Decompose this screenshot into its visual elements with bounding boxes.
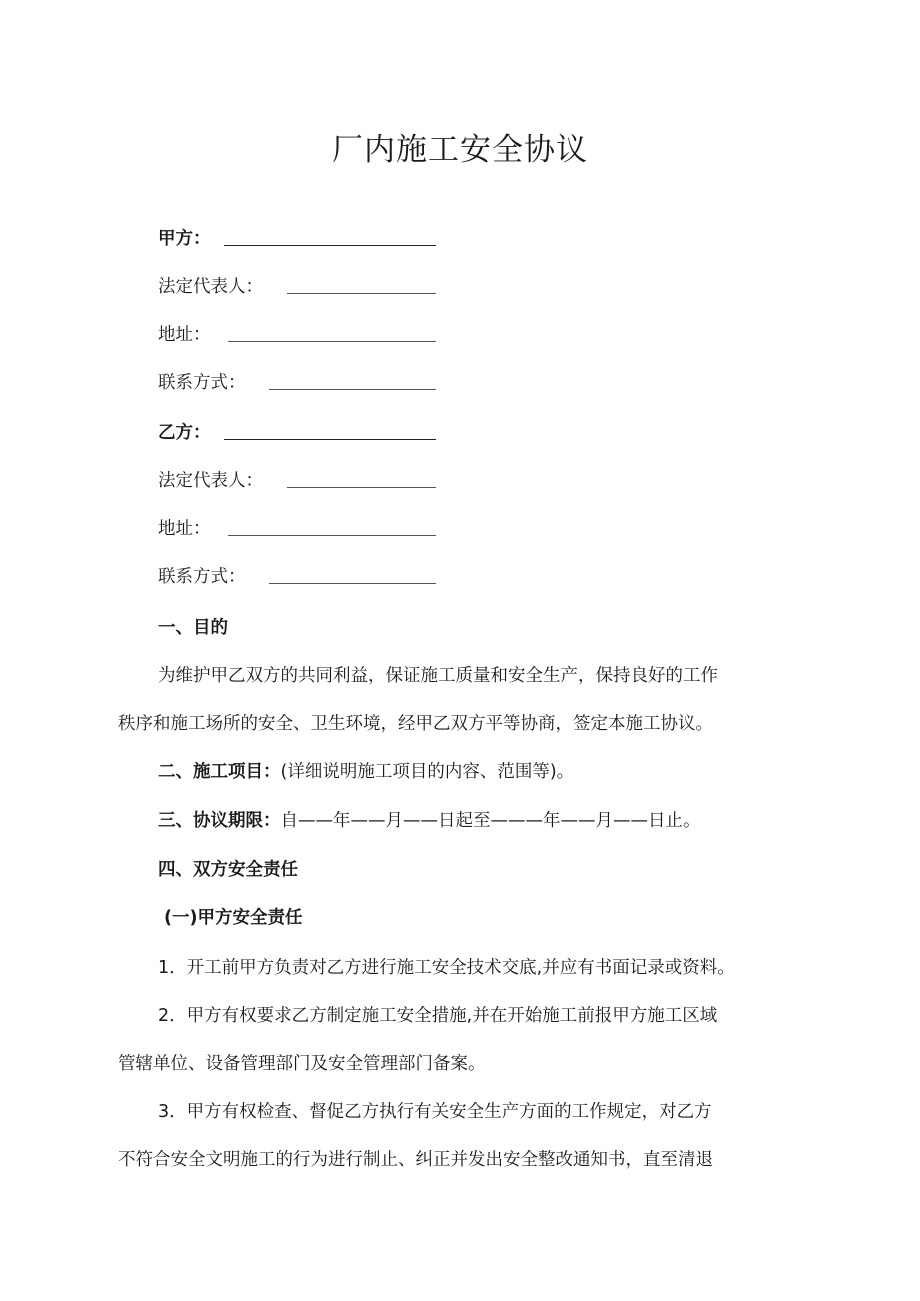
party-a-address-blank[interactable]: [228, 341, 436, 342]
item-2-line-2: 管辖单位、设备管理部门及安全管理部门备案。: [118, 1054, 486, 1074]
item-3-line-1: 3．甲方有权检查、督促乙方执行有关安全生产方面的工作规定，对乙方: [158, 1102, 712, 1122]
party-a-blank[interactable]: [224, 245, 436, 246]
party-a-contact-field: [158, 366, 246, 396]
party-b-contact-label: 联系方式：: [158, 567, 246, 587]
party-a-rep-label: 法定代表人：: [158, 277, 263, 297]
section-4-subheading: (一)甲方安全责任: [164, 908, 303, 928]
party-b-rep-field: [158, 464, 263, 494]
section-2-heading: 二、施工项目：: [158, 762, 281, 782]
section-4-heading: 四、双方安全责任: [158, 860, 298, 880]
party-a-address-field: [158, 318, 211, 348]
party-b-address-field: [158, 512, 211, 542]
party-b-field: [158, 416, 211, 446]
party-a-label: 甲方：: [158, 229, 211, 249]
item-3-line-2: 不符合安全文明施工的行为进行制止、纠正并发出安全整改通知书，直至清退: [118, 1150, 713, 1170]
item-2-line-1: 2．甲方有权要求乙方制定施工安全措施,并在开始施工前报甲方施工区域: [158, 1006, 718, 1026]
party-b-rep-blank[interactable]: [287, 487, 436, 488]
party-b-contact-field: [158, 560, 246, 590]
party-b-contact-blank[interactable]: [269, 583, 436, 584]
document-title: 厂内施工安全协议: [332, 132, 588, 168]
section-1-heading: 一、目的: [158, 618, 228, 638]
item-1: 1．开工前甲方负责对乙方进行施工安全技术交底,并应有书面记录或资料。: [158, 958, 735, 978]
section-3-heading: 三、协议期限：: [158, 811, 281, 831]
party-a-field: [158, 222, 211, 252]
section-2-text: (详细说明施工项目的内容、范围等)。: [280, 762, 575, 782]
section-2-line: [158, 758, 574, 786]
party-a-rep-field: [158, 270, 263, 300]
party-a-contact-blank[interactable]: [269, 389, 436, 390]
section-1-text-line-2: 秩序和施工场所的安全、卫生环境，经甲乙双方平等协商，签定本施工协议。: [118, 714, 713, 734]
party-b-address-label: 地址：: [158, 519, 211, 539]
party-a-address-label: 地址：: [158, 325, 211, 345]
party-b-rep-label: 法定代表人：: [158, 471, 263, 491]
party-b-address-blank[interactable]: [228, 535, 436, 536]
party-a-rep-blank[interactable]: [287, 293, 436, 294]
section-3-line: [158, 807, 701, 835]
party-b-blank[interactable]: [224, 439, 436, 440]
section-1-text-line-1: 为维护甲乙双方的共同利益，保证施工质量和安全生产，保持良好的工作: [158, 666, 718, 686]
section-3-text: 自——年——月——日起至———年——月——日止。: [280, 811, 701, 831]
party-b-label: 乙方：: [158, 423, 211, 443]
party-a-contact-label: 联系方式：: [158, 373, 246, 393]
